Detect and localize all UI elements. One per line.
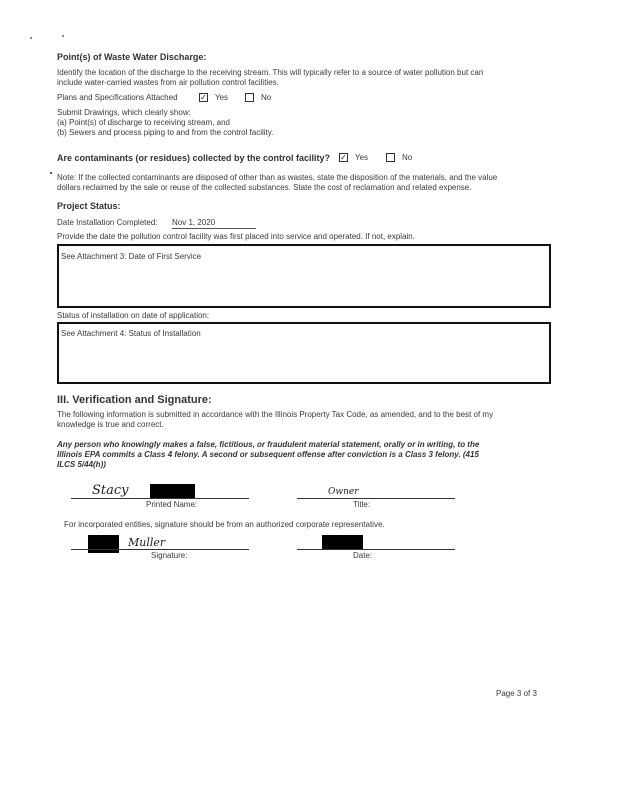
printed-name-label: Printed Name: [146, 500, 198, 509]
printed-name-redaction [150, 484, 195, 498]
date-redaction [322, 535, 363, 550]
contaminants-question: Are contaminants (or residues) collected by the control facility? [57, 153, 331, 163]
discharge-desc-line2: include water-carried wastes from air pollution control facilities. [57, 78, 279, 87]
status-installation-box[interactable] [57, 322, 551, 384]
status-installation-box-text: See Attachment 4: Status of Installation [61, 329, 201, 338]
verification-text-line1: The following information is submitted in accordance with the Illinois Property Tax Code, as amended, and to the best of my [57, 410, 494, 419]
verification-heading: III. Verification and Signature: [57, 394, 212, 406]
contaminants-note-line2: dollars reclaimed by the sale or reuse of the collected substances. State the cost of reclamation and related expense. [57, 183, 472, 192]
felony-warning-line3: ILCS 5/44(h)) [57, 460, 106, 469]
note-bullet [50, 172, 52, 174]
incorporated-entities-text: For incorporated entities, signature should be from an authorized corporate representative. [64, 520, 385, 529]
contaminants-no-label: No [402, 153, 413, 162]
plans-yes-checkbox[interactable]: ✓ [200, 93, 207, 102]
contaminants-yes-checkbox[interactable]: ✓ [340, 153, 347, 162]
first-service-box[interactable] [57, 244, 551, 308]
date-line[interactable] [297, 549, 455, 550]
submit-line2: (a) Point(s) of discharge to receiving stream, and [57, 118, 230, 127]
page-number: Page 3 of 3 [496, 689, 537, 698]
signature-handwriting: Muller [128, 536, 166, 549]
first-service-box-text: See Attachment 3: Date of First Service [61, 252, 202, 261]
contaminants-yes-label: Yes [355, 153, 369, 162]
project-status-heading: Project Status: [57, 201, 121, 211]
signature-label: Signature: [151, 551, 188, 560]
submit-line3: (b) Sewers and process piping to and from the control facility. [57, 128, 274, 137]
discharge-desc-line1: Identify the location of the discharge to the receiving stream. This will typically refer to a source of water pollution but can [57, 68, 484, 77]
status-installation-label: Status of installation on date of application: [57, 311, 210, 320]
title-label: Title: [353, 500, 371, 509]
title-handwriting: Owner [328, 487, 359, 497]
felony-warning-line2: Illinois EPA commits a Class 4 felony. A second or subsequent offense after conviction is a Class 3 felony. (415 [57, 450, 479, 459]
printed-name-handwriting: Stacy [92, 483, 129, 498]
contaminants-no-checkbox[interactable] [386, 153, 395, 162]
felony-warning-line1: Any person who knowingly makes a false, fictitious, or fraudulent material statement, orally or in writing, to the [57, 440, 480, 449]
signature-line[interactable] [71, 549, 249, 550]
scan-speck [30, 37, 32, 39]
plans-yes-label: Yes [215, 93, 229, 102]
title-line[interactable] [297, 498, 455, 499]
verification-text-line2: knowledge is true and correct. [57, 420, 164, 429]
signature-redaction [88, 535, 119, 553]
provide-date-text: Provide the date the pollution control facility was first placed into service and operated. If not, explain. [57, 232, 415, 241]
date-installation-field[interactable]: Nov 1, 2020 [172, 218, 256, 229]
date-label: Date: [353, 551, 373, 560]
date-installation-label: Date Installation Completed: [57, 218, 158, 227]
plans-no-label: No [261, 93, 272, 102]
contaminants-note-line1: Note: If the collected contaminants are disposed of other than as wastes, state the disposition of the materials, and the value [57, 173, 498, 182]
printed-name-line[interactable] [71, 498, 249, 499]
discharge-heading: Point(s) of Waste Water Discharge: [57, 52, 207, 62]
plans-no-checkbox[interactable] [245, 93, 254, 102]
scan-speck [62, 35, 64, 37]
plans-label: Plans and Specifications Attached [57, 93, 178, 102]
submit-line1: Submit Drawings, which clearly show: [57, 108, 191, 117]
